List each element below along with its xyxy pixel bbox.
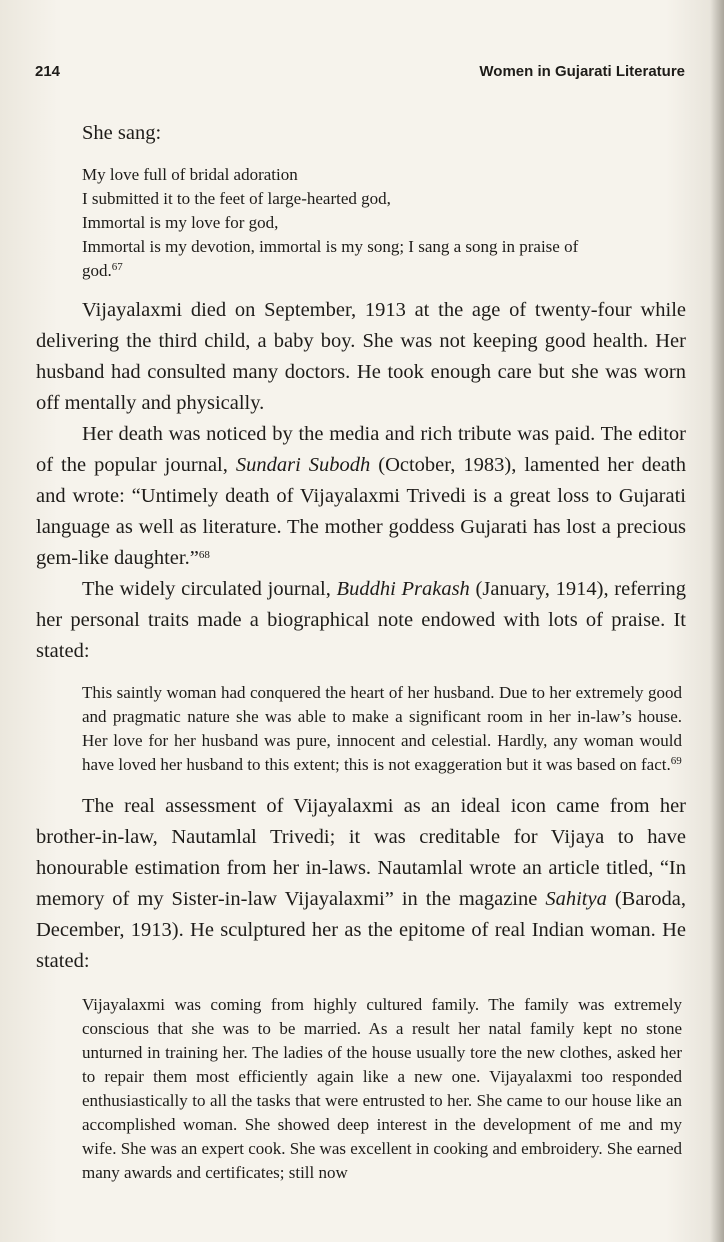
footnote-ref: 69 xyxy=(670,755,682,767)
verse-line: Immortal is my love for god, xyxy=(82,213,279,232)
verse-line: My love full of bridal adoration xyxy=(82,165,298,184)
block-quote: Vijayalaxmi was coming from highly cultured family. The family was extremely conscious that she was to be married. As a result her natal family kept no stone unturned in training her. The ladies of the house usually tore the new clothes, asked her to repair them most efficiently again like a new one. Vijayalaxmi too responded enthusiastically to all the tasks that were entrusted to her. She came to our house like an accomplished woman. She showed deep interest in the development of me and my wife. She was an expert cook. She was excellent in cooking and embroidery. She earned many awards and certificates; still now xyxy=(82,995,682,1182)
journal-title: Sundari Subodh xyxy=(235,454,371,476)
paragraph-text: (Baroda, December, 1913). He sculptured her as the epitome of real Indian woman. He stated: xyxy=(36,888,686,972)
intro-line: She sang: xyxy=(82,122,162,144)
paragraph: Vijayalaxmi died on September, 1913 at the age of twenty-four while delivering the third child, a baby boy. She was not keeping good health. Her husband had consulted many doctors. He took enough care but she was worn off mentally and physically. xyxy=(36,299,686,414)
paragraph-text: Her death was noticed by the media and rich tribute was paid. The editor of the popular journal, xyxy=(36,423,686,476)
block-quote xyxy=(82,681,682,777)
footnote-ref: 68 xyxy=(198,549,210,561)
verse-line-last xyxy=(82,259,686,283)
paragraph-text: The real assessment of Vijayalaxmi as an ideal icon came from her brother-in-law, Nautamlal Trivedi; it was creditable for Vijaya to have honourable estimation from her in-laws. Nautamlal wrote an article titled, “In memory of my Sister-in-law Vijayalaxmi” in the magazine xyxy=(36,795,686,910)
paragraph-text: The widely circulated journal, xyxy=(82,578,337,600)
running-header xyxy=(35,63,685,85)
page-number: 214 xyxy=(35,63,61,80)
page-edge-shadow xyxy=(710,0,724,1242)
verse-line: I submitted it to the feet of large-hearted god, xyxy=(82,189,391,208)
journal-title: Buddhi Prakash xyxy=(336,578,470,600)
verse-block xyxy=(82,163,686,283)
footnote-ref: 67 xyxy=(111,261,123,273)
paragraph xyxy=(36,419,686,574)
running-title: Women in Gujarati Literature xyxy=(479,63,685,80)
quote-text: This saintly woman had conquered the heart of her husband. Due to her extremely good and pragmatic nature she was able to make a significant room in her in-law’s house. Her love for her husband was pure, innocent and celestial. Hardly, any woman would have loved her husband to this extent; this is not exaggeration but it was based on fact. xyxy=(82,683,682,774)
page-body xyxy=(36,118,686,1185)
magazine-title: Sahitya xyxy=(545,888,607,910)
paragraph-text: (October, 1983), lamented her death and wrote: “Untimely death of Vijayalaxmi Trivedi is a great loss to Gujarati language as well as literature. The mother goddess Gujarati has lost a precious gem-like daughter.” xyxy=(36,454,686,569)
verse-line: god. xyxy=(82,261,112,280)
verse-line: Immortal is my devotion, immortal is my song; I sang a song in praise of xyxy=(82,237,579,256)
paragraph xyxy=(36,791,686,977)
paragraph xyxy=(36,574,686,667)
paragraph-text: (January, 1914), referring her personal traits made a biographical note endowed with lots of praise. It stated: xyxy=(36,578,686,662)
